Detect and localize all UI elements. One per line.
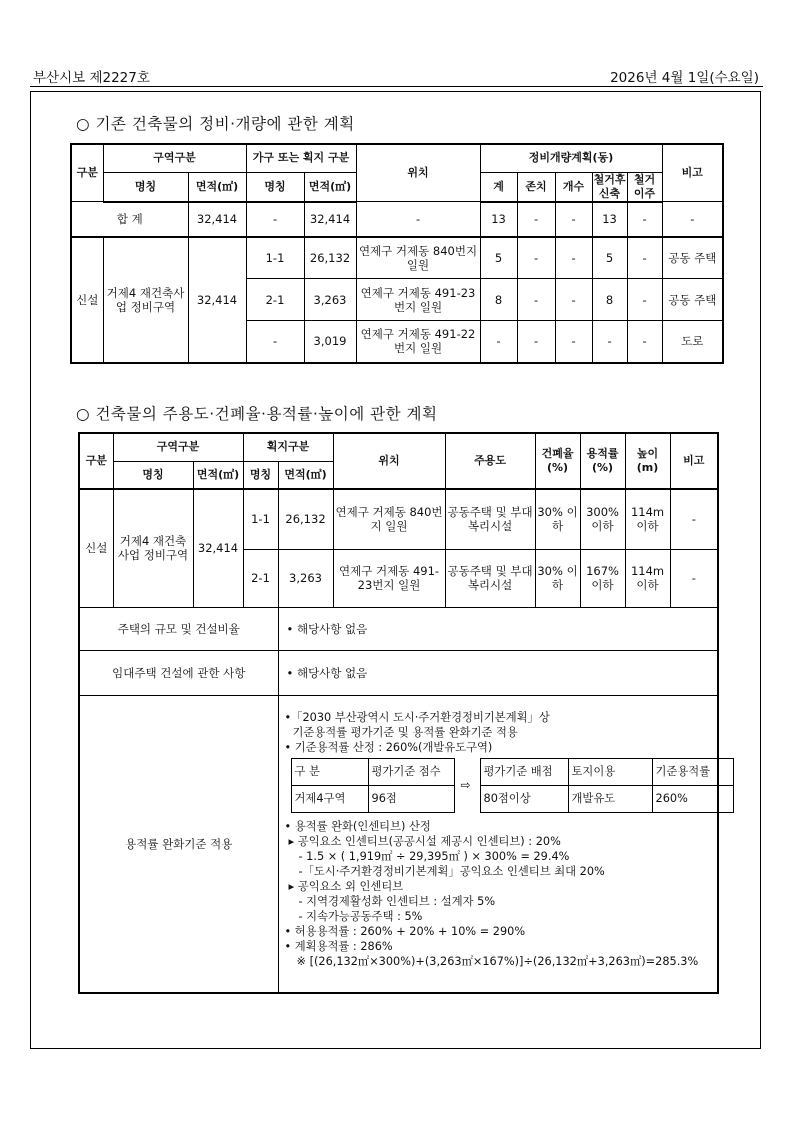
renovation-plan-table (70, 143, 724, 364)
score-td: 거제4구역 (291, 785, 368, 812)
cell: - (555, 202, 592, 237)
cell: - (627, 279, 662, 321)
score-table (291, 758, 455, 813)
cell: 8 (592, 279, 627, 321)
th-block-area: 면적(㎡) (304, 172, 356, 202)
cell: 32,414 (188, 202, 246, 237)
calc-line: ▸ 공익요소 외 인센티브 (288, 879, 404, 893)
th-bcr: 건폐율 (%) (535, 433, 580, 489)
section2-title: ○ 건축물의 주용도·건폐율·용적률·높이에 관한 계획 (76, 405, 438, 423)
cell: 공동 주택 (662, 237, 723, 279)
cell: - (555, 321, 592, 363)
cell: 30% 이하 (535, 549, 580, 607)
th-remark: 비고 (670, 433, 718, 489)
cell: 2-1 (246, 279, 304, 321)
criteria-th: 평가기준 배점 (480, 758, 568, 785)
use-ratio-table (78, 432, 719, 994)
cell: 연제구 거제동 840번지 일원 (356, 237, 480, 279)
th-remark: 비고 (662, 144, 723, 202)
cell: - (356, 202, 480, 237)
cell: - (517, 237, 555, 279)
calc-line: • 계획용적률 : 286% (284, 939, 393, 953)
cell: - (517, 202, 555, 237)
th-location: 위치 (333, 433, 445, 489)
bulletin-issue: 부산시보 제2227호 (33, 70, 150, 86)
criteria-th: 토지이용 (568, 758, 652, 785)
cell: - (555, 237, 592, 279)
cell: 114m 이하 (625, 489, 670, 549)
th-keep: 존치 (517, 172, 555, 202)
criteria-table (480, 758, 734, 813)
group-area: 32,414 (188, 237, 246, 363)
th-area: 면적(㎡) (188, 172, 246, 202)
calc-line: • 기준용적률 산정 : 260%(개발유도구역) (284, 740, 493, 754)
scale-value: • 해당사항 없음 (278, 607, 718, 650)
criteria-td: 260% (652, 785, 733, 812)
cell: - (592, 321, 627, 363)
th-block-area: 면적(㎡) (278, 461, 333, 489)
cell: - (627, 321, 662, 363)
rental-label: 임대주택 건설에 관한 사항 (79, 650, 278, 695)
cell: 연제구 거제동 491-22번지 일원 (356, 321, 480, 363)
table-row (71, 237, 723, 279)
table-row (79, 650, 718, 695)
calc-line: - 지속가능공동주택 : 5% (298, 909, 423, 923)
calc-line: • 용적률 완화(인센티브) 산정 (284, 819, 431, 833)
th-block: 획지구분 (243, 433, 333, 461)
th-height: 높이 (m) (625, 433, 670, 489)
calc-line: ▸ 공익요소 인센티브(공공시설 제공시 인센티브) : 20% (288, 834, 561, 848)
far-apply-content (278, 695, 718, 993)
cell: - (246, 202, 304, 237)
group-gubun: 신설 (71, 237, 103, 363)
th-name: 명칭 (113, 461, 193, 489)
cell: 300% 이하 (580, 489, 625, 549)
cell: 167% 이하 (580, 549, 625, 607)
calc-line: - 지역경제활성화 인센티브 : 설계자 5% (298, 894, 496, 908)
cell: 30% 이하 (535, 489, 580, 549)
th-far: 용적률 (%) (580, 433, 625, 489)
score-th: 평가기준 점수 (368, 758, 454, 785)
cell: 5 (592, 237, 627, 279)
header-rule (30, 86, 763, 87)
th-name: 명칭 (103, 172, 188, 202)
cell: 26,132 (278, 489, 333, 549)
th-area: 면적(㎡) (193, 461, 243, 489)
scale-label: 주택의 규모 및 건설비율 (79, 607, 278, 650)
criteria-th: 기준용적률 (652, 758, 733, 785)
score-th: 구 분 (291, 758, 368, 785)
score-td: 96점 (368, 785, 454, 812)
calc-line: -「도시·주거환경정비기본계획」공익요소 인센티브 최대 20% (298, 864, 605, 878)
cell: - (662, 202, 723, 237)
cell: 13 (592, 202, 627, 237)
th-gubun: 구분 (79, 433, 113, 489)
cell: 연제구 거제동 491-23번지 일원 (333, 549, 445, 607)
group-gubun: 신설 (79, 489, 113, 607)
th-location: 위치 (356, 144, 480, 202)
right-arrow-icon: ⇨ (460, 777, 471, 792)
cell: 1-1 (243, 489, 278, 549)
cell: 3,263 (278, 549, 333, 607)
calc-line: •「2030 부산광역시 도시·주거환경정비기본계획」상 (284, 710, 550, 724)
cell: 114m 이하 (625, 549, 670, 607)
calc-line: 기준용적률 평가기준 및 용적률 완화기준 적용 (292, 725, 518, 739)
th-total: 계 (480, 172, 517, 202)
cell: 26,132 (304, 237, 356, 279)
cell: 2-1 (243, 549, 278, 607)
bulletin-date: 2026년 4월 1일(수요일) (610, 70, 759, 86)
cell: 3,019 (304, 321, 356, 363)
cell: 32,414 (304, 202, 356, 237)
cell: 5 (480, 237, 517, 279)
table-row (79, 607, 718, 650)
table-row (79, 695, 718, 993)
criteria-td: 개발유도 (568, 785, 652, 812)
table-row (79, 489, 718, 549)
th-zone: 구역구분 (113, 433, 243, 461)
th-plan: 정비개량계획(동) (480, 144, 662, 172)
section1-title: ○ 기존 건축물의 정비·개량에 관한 계획 (76, 115, 355, 133)
cell: - (480, 321, 517, 363)
far-apply-label: 용적률 완화기준 적용 (79, 695, 278, 993)
cell: 3,263 (304, 279, 356, 321)
th-repair: 개수 (555, 172, 592, 202)
group-name: 거제4 재건축사업 정비구역 (103, 237, 188, 363)
cell: 13 (480, 202, 517, 237)
cell: - (555, 279, 592, 321)
cell: 1-1 (246, 237, 304, 279)
th-block-name: 명칭 (243, 461, 278, 489)
cell: - (246, 321, 304, 363)
th-block-name: 명칭 (246, 172, 304, 202)
calc-line: ※ [(26,132㎡×300%)+(3,263㎡×167%)]÷(26,132㎡+3,263㎡)=285.3% (296, 954, 699, 968)
group-area: 32,414 (193, 489, 243, 607)
cell: - (627, 202, 662, 237)
calc-line: • 허용용적률 : 260% + 20% + 10% = 290% (284, 924, 526, 938)
cell: - (517, 279, 555, 321)
th-block: 가구 또는 획지 구분 (246, 144, 356, 172)
cell: 공동주택 및 부대복리시설 (445, 489, 535, 549)
th-zone: 구역구분 (103, 144, 246, 172)
group-name: 거제4 재건축사업 정비구역 (113, 489, 193, 607)
th-gubun: 구분 (71, 144, 103, 202)
cell: 공동주택 및 부대복리시설 (445, 549, 535, 607)
th-remove: 철거 이주 (627, 172, 662, 202)
th-rebuild: 철거후 신축 (593, 172, 626, 200)
score-tables (291, 758, 718, 815)
cell: 연제구 거제동 840번지 일원 (333, 489, 445, 549)
cell: 8 (480, 279, 517, 321)
calc-line: - 1.5 × ( 1,919㎡ ÷ 29,395㎡ ) × 300% = 29.4% (298, 849, 570, 863)
cell: - (670, 549, 718, 607)
cell: 도로 (662, 321, 723, 363)
th-use: 주용도 (445, 433, 535, 489)
sum-label: 합 계 (71, 202, 188, 237)
cell: 연제구 거제동 491-23번지 일원 (356, 279, 480, 321)
cell: - (627, 237, 662, 279)
rental-value: • 해당사항 없음 (278, 650, 718, 695)
cell: - (670, 489, 718, 549)
cell: 공동 주택 (662, 279, 723, 321)
criteria-td: 80점이상 (480, 785, 568, 812)
sum-row (71, 202, 723, 237)
cell: - (517, 321, 555, 363)
